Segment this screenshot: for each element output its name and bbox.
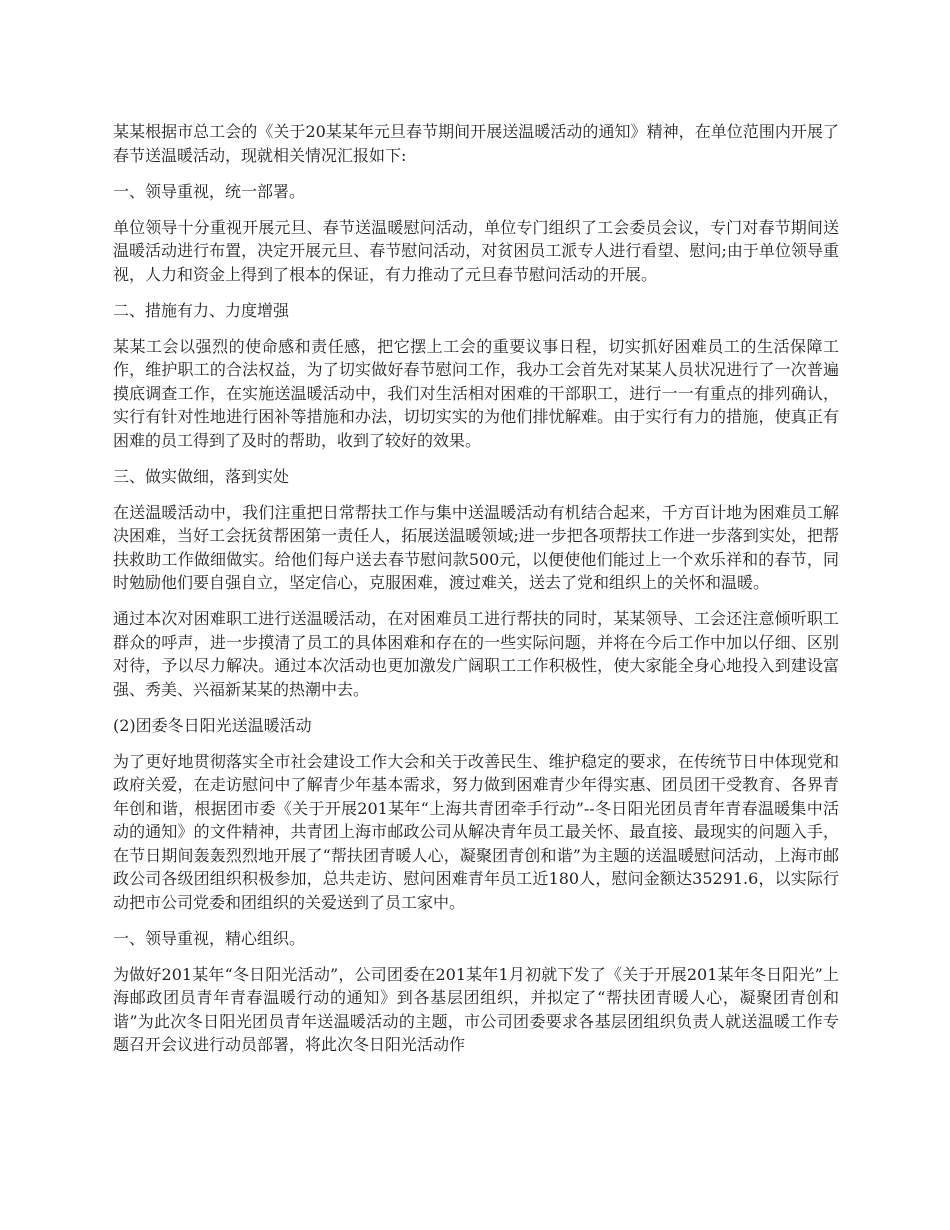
document-body [113,120,839,1069]
paragraph-part-2-section-1: 为做好201某年“冬日阳光活动”，公司团委在201某年1月初就下发了《关于开展201某年冬日阳光”上海邮政团员青年青春温暖行动的通知》到各基层团组织，并拟定了“帮扶团青暖人心，凝聚团青创和谐”为此次冬日阳光团员青年送温暖活动的主题，市公司团委要求各基层团组织负责人就送温暖工作专题召开会议进行动员部署，将此次冬日阳光活动作 [113,964,839,1054]
paragraph-section-1: 单位领导十分重视开展元旦、春节送温暖慰问活动，单位专门组织了工会委员会议，专门对春节期间送温暖活动进行布置，决定开展元旦、春节慰问活动，对贫困员工派专人进行看望、慰问;由于单位领导重视，人力和资金上得到了根本的保证，有力推动了元旦春节慰问活动的开展。 [113,217,839,284]
paragraph-section-3: 在送温暖活动中，我们注重把日常帮扶工作与集中送温暖活动有机结合起来，千方百计地为困难员工解决困难，当好工会抚贫帮困第一责任人，拓展送温暖领域;进一步把各项帮扶工作进一步落到实处，把帮扶救助工作做细做实。给他们每户送去春节慰问款500元，以便使他们能过上一个欢乐祥和的春节，同时勉励他们要自强自立，坚定信心，克服困难，渡过难关，送去了党和组织上的关怀和温暖。 [113,502,839,592]
heading-section-1: 一、领导重视，统一部署。 [113,181,306,201]
paragraph-part-2-intro: 为了更好地贯彻落实全市社会建设工作大会和关于改善民生、维护稳定的要求，在传统节日中体现党和政府关爱，在走访慰问中了解青少年基本需求，努力做到困难青少年得实惠、团员团干受教育、各界青年创和谐，根据团市委《关于开展201某年“上海共青团牵手行动”--冬日阳光团员青年青春温暖集中活动的通知》的文件精神，共青团上海市邮政公司从解决青年员工最关怀、最直接、最现实的问题入手，在节日期间轰轰烈烈地开展了“帮扶团青暖人心，凝聚团青创和谐”为主题的送温暖慰问活动，上海市邮政公司各级团组织积极参加，总共走访、慰问困难青年员工近180人，慰问金额达35291.6，以实际行动把市公司党委和团组织的关爱送到了员工家中。 [113,751,839,912]
paragraph-section-2: 某某工会以强烈的使命感和责任感，把它摆上工会的重要议事日程，切实抓好困难员工的生活保障工作，维护职工的合法权益，为了切实做好春节慰问工作，我办工会首先对某某人员状况进行了一次普遍摸底调查工作，在实施送温暖活动中，我们对生活相对困难的干部职工，进行一一有重点的排列确认，实行有针对性地进行困补等措施和办法，切切实实的为他们排忧解难。由于实行有力的措施，使真正有困难的员工得到了及时的帮助，收到了较好的效果。 [113,336,839,450]
paragraph-intro: 某某根据市总工会的《关于20某某年元旦春节期间开展送温暖活动的通知》精神，在单位范围内开展了春节送温暖活动，现就相关情况汇报如下: [113,122,839,165]
heading-section-3: 三、做实做细，落到实处 [113,466,290,486]
heading-section-2: 二、措施有力、力度增强 [113,300,290,320]
heading-part-2: (2)团委冬日阳光送温暖活动 [113,715,312,735]
paragraph-summary: 通过本次对困难职工进行送温暖活动，在对困难员工进行帮扶的同时，某某领导、工会还注意倾听职工群众的呼声，进一步摸清了员工的具体困难和存在的一些实际问题，并将在今后工作中加以仔细、区别对待，予以尽力解决。通过本次活动也更加激发广阔职工工作积极性，使大家能全身心地投入到建设富强、秀美、兴福新某某的热潮中去。 [113,609,839,699]
heading-part-2-section-1: 一、领导重视，精心组织。 [113,928,306,948]
